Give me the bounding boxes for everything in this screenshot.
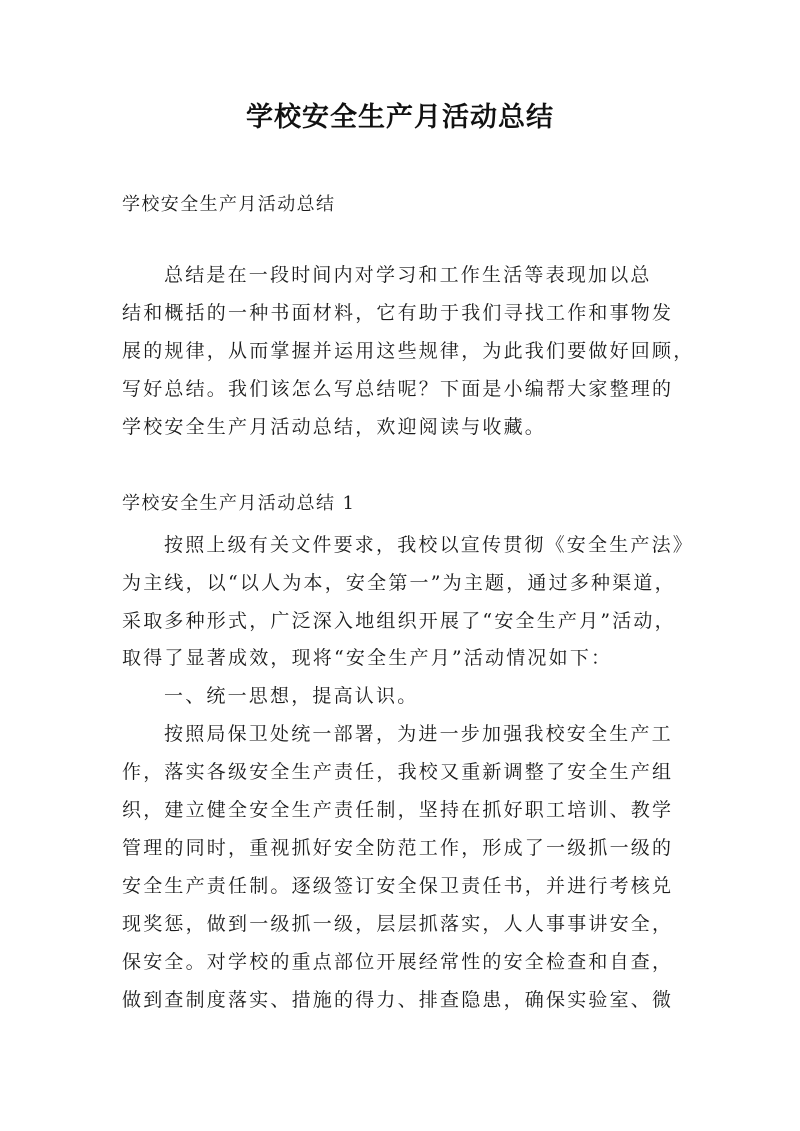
intro-line: 写好总结。我们该怎么写总结呢？下面是小编帮大家整理的 [122,378,674,400]
section-line: 织，建立健全安全生产责任制，坚持在抓好职工培训、教学 [122,799,674,821]
intro-line: 总结是在一段时间内对学习和工作生活等表现加以总 [164,264,652,286]
section-line: 安全生产责任制。逐级签订安全保卫责任书，并进行考核兑 [122,875,674,897]
section-line: 保安全。对学校的重点部位开展经常性的安全检查和自查， [122,951,674,973]
section-line: 按照局保卫处统一部署，为进一步加强我校安全生产工 [164,723,673,745]
section-heading: 学校安全生产月活动总结 1 [122,493,356,514]
section-line: 取得了显著成效，现将“安全生产月”活动情况如下： [122,647,613,669]
document-title: 学校安全生产月活动总结 [246,102,554,133]
section-line: 采取多种形式，广泛深入地组织开展了“安全生产月”活动， [122,610,676,632]
section-line: 按照上级有关文件要求，我校以宣传贯彻《安全生产法》 [164,534,695,556]
section-subheading: 一、统一思想，提高认识。 [164,685,419,707]
section-line: 为主线，以“以人为本，安全第一”为主题，通过多种渠道， [122,572,676,594]
section-line: 做到查制度落实、措施的得力、排查隐患，确保实验室、微 [122,989,674,1011]
section-line: 作，落实各级安全生产责任，我校又重新调整了安全生产组 [122,761,674,783]
section-line: 管理的同时，重视抓好安全防范工作，形成了一级抓一级的 [122,837,674,859]
section-line: 现奖惩，做到一级抓一级，层层抓落实，人人事事讲安全， [122,913,674,935]
intro-line: 展的规律，从而掌握并运用这些规律，为此我们要做好回顾， [122,340,695,362]
intro-line: 结和概括的一种书面材料，它有助于我们寻找工作和事物发 [122,302,674,324]
intro-line: 学校安全生产月活动总结，欢迎阅读与收藏。 [122,416,547,438]
document-subtitle: 学校安全生产月活动总结 [122,194,336,215]
